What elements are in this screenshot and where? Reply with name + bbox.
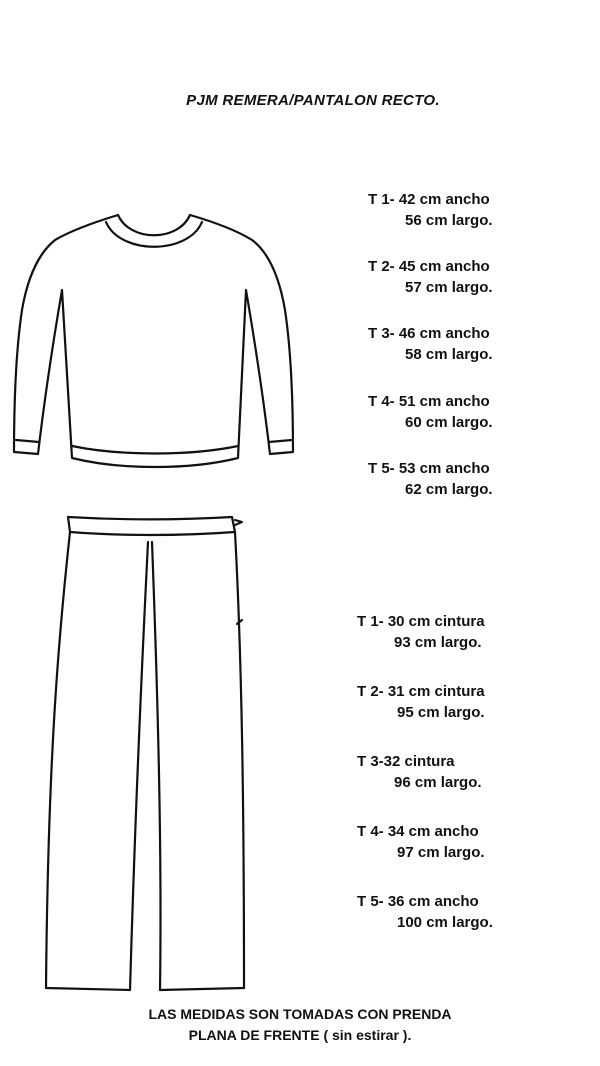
pants-size-length: 93 cm largo. bbox=[394, 634, 482, 651]
shirt-size-width: T 2- 45 cm ancho bbox=[368, 258, 490, 275]
shirt-size-length: 58 cm largo. bbox=[405, 346, 493, 363]
shirt-size-t3 bbox=[368, 323, 493, 365]
measurement-note-line1: LAS MEDIDAS SON TOMADAS CON PRENDA bbox=[148, 1006, 452, 1022]
page-title: PJM REMERA/PANTALON RECTO. bbox=[186, 92, 440, 109]
pants-size-t2 bbox=[357, 681, 485, 723]
pants-size-waist: T 5- 36 cm ancho bbox=[357, 893, 479, 910]
pants-size-length: 100 cm largo. bbox=[397, 914, 493, 931]
pants-size-length: 96 cm largo. bbox=[394, 774, 482, 791]
long-sleeve-shirt-illustration bbox=[0, 200, 306, 500]
shirt-size-width: T 4- 51 cm ancho bbox=[368, 393, 490, 410]
measurement-note bbox=[0, 1004, 600, 1046]
pants-size-t4 bbox=[357, 821, 485, 863]
pants-size-waist: T 1- 30 cm cintura bbox=[357, 613, 485, 630]
pants-size-t5 bbox=[357, 891, 493, 933]
shirt-size-t5 bbox=[368, 458, 493, 500]
pants-size-t1 bbox=[357, 611, 485, 653]
shirt-size-t2 bbox=[368, 256, 493, 298]
shirt-size-width: T 3- 46 cm ancho bbox=[368, 325, 490, 342]
shirt-size-length: 62 cm largo. bbox=[405, 481, 493, 498]
straight-pants-illustration bbox=[30, 512, 270, 1002]
pants-size-length: 97 cm largo. bbox=[397, 844, 485, 861]
shirt-size-length: 56 cm largo. bbox=[405, 212, 493, 229]
shirt-size-t1 bbox=[368, 189, 493, 231]
shirt-size-length: 60 cm largo. bbox=[405, 414, 493, 431]
pants-size-waist: T 2- 31 cm cintura bbox=[357, 683, 485, 700]
shirt-size-length: 57 cm largo. bbox=[405, 279, 493, 296]
shirt-size-width: T 5- 53 cm ancho bbox=[368, 460, 490, 477]
shirt-size-t4 bbox=[368, 391, 493, 433]
pants-size-length: 95 cm largo. bbox=[397, 704, 485, 721]
pants-size-waist: T 4- 34 cm ancho bbox=[357, 823, 479, 840]
pants-size-waist: T 3-32 cintura bbox=[357, 753, 455, 770]
shirt-size-width: T 1- 42 cm ancho bbox=[368, 191, 490, 208]
pants-size-t3 bbox=[357, 751, 482, 793]
measurement-note-line2: PLANA DE FRENTE ( sin estirar ). bbox=[188, 1027, 412, 1043]
